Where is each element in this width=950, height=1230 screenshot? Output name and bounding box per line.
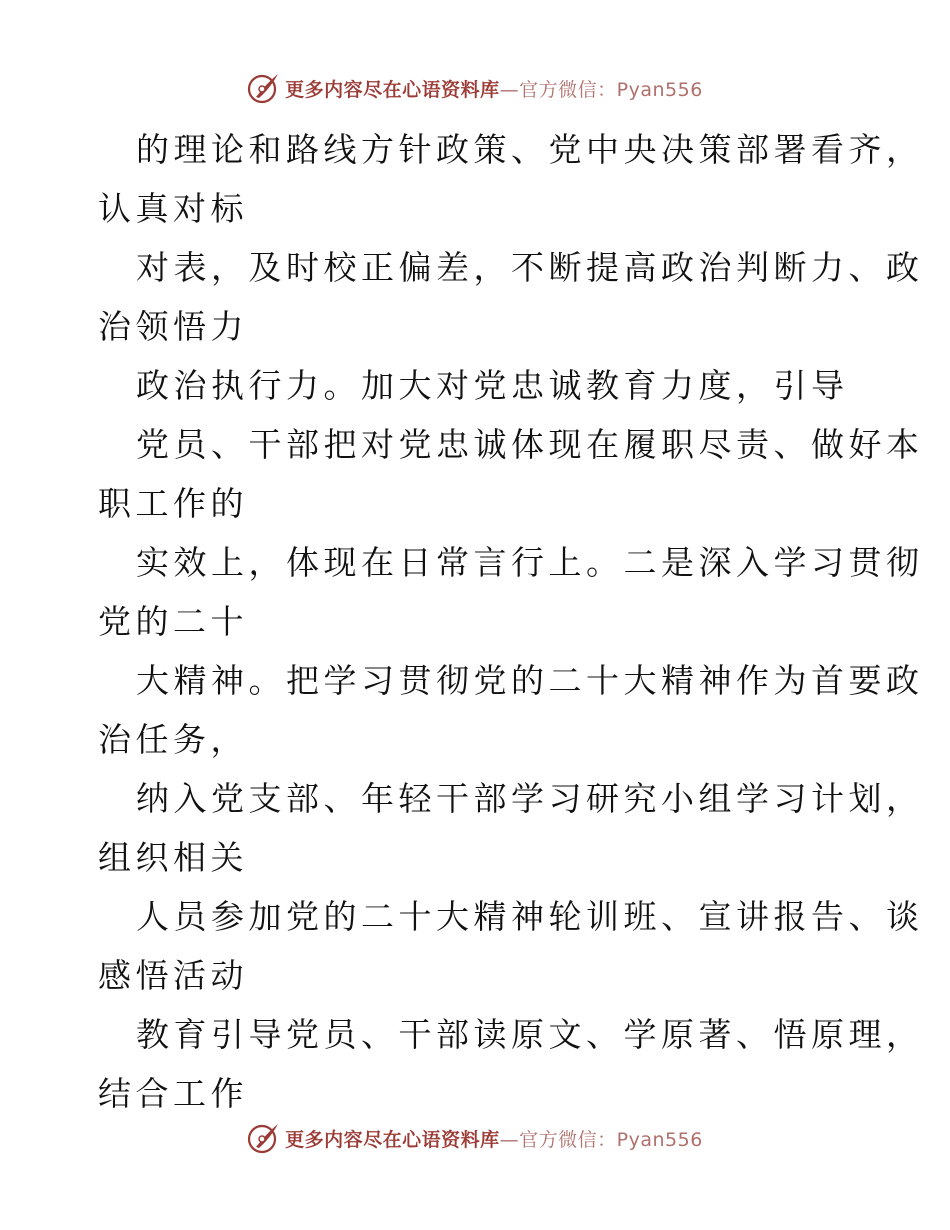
text-line: 对表，及时校正偏差，不断提高政治判断力、政 [136, 248, 924, 287]
text-line: 认真对标 [98, 189, 248, 228]
text-line: 组织相关 [98, 838, 248, 877]
text-line: 大精神。把学习贯彻党的二十大精神作为首要政 [136, 661, 924, 700]
watermark-brand: 更多内容尽在心语资料库 [285, 1128, 500, 1151]
text-line: 治领悟力 [98, 307, 248, 346]
text-line: 治任务， [98, 720, 248, 759]
watermark-text [285, 75, 703, 102]
text-line: 教育引导党员、干部读原文、学原著、悟原理， [136, 1015, 924, 1054]
watermark-separator: — [499, 1128, 520, 1151]
text-line: 感悟活动 [98, 956, 248, 995]
text-line: 实效上，体现在日常言行上。二是深入学习贯彻 [136, 543, 924, 582]
watermark-wechat: 官方微信：Pyan556 [519, 1128, 703, 1151]
quill-logo-icon [247, 1121, 281, 1155]
watermark-separator: — [499, 78, 520, 101]
watermark-wechat: 官方微信：Pyan556 [519, 78, 703, 101]
text-line: 结合工作 [98, 1074, 248, 1113]
document-body [98, 120, 924, 1123]
footer-watermark [0, 1118, 950, 1158]
text-line: 的理论和路线方针政策、党中央决策部署看齐， [136, 130, 924, 169]
watermark-brand: 更多内容尽在心语资料库 [285, 78, 500, 101]
text-line: 纳入党支部、年轻干部学习研究小组学习计划， [136, 779, 924, 818]
text-line: 职工作的 [98, 484, 248, 523]
watermark-text [285, 1125, 703, 1152]
header-watermark [0, 68, 950, 108]
quill-logo-icon [247, 71, 281, 105]
text-line: 党员、干部把对党忠诚体现在履职尽责、做好本 [136, 425, 924, 464]
text-line: 人员参加党的二十大精神轮训班、宣讲报告、谈 [136, 897, 924, 936]
text-line: 党的二十 [98, 602, 248, 641]
text-line: 政治执行力。加大对党忠诚教育力度，引导 [136, 366, 849, 405]
